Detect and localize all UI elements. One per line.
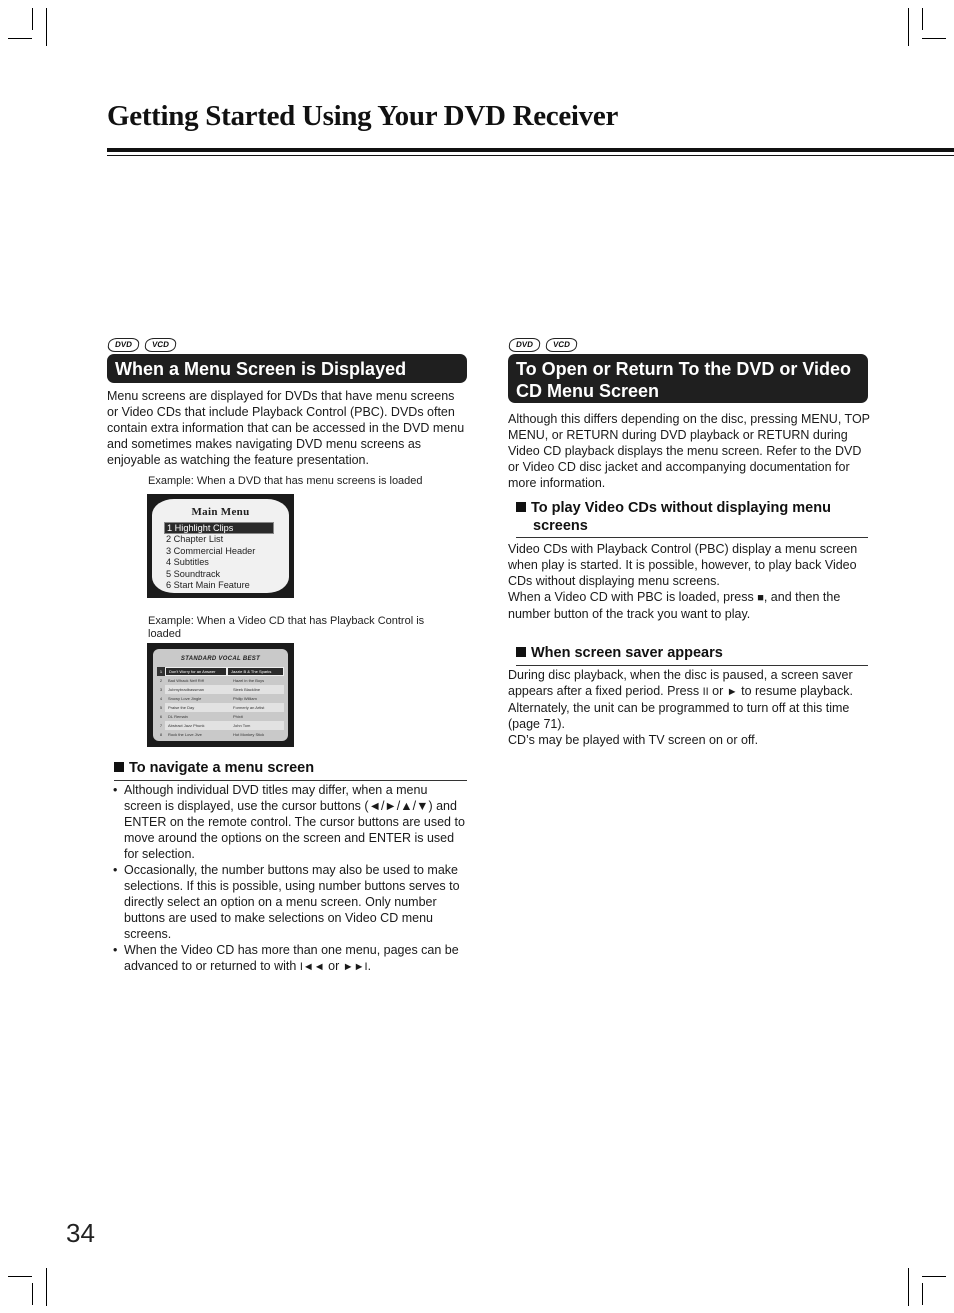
vcd-menu-row: 4 Snowy Love Jingle Philip William	[159, 696, 257, 701]
screen-saver-text: During disc playback, when the disc is paused, a screen saver appears after a fixed period. Press II or ► to resume playback. Alternately, the unit can be programmed to turn off at this time (page 71). CD’s may be played with TV screen on or off.	[508, 668, 853, 747]
section-heading-open-menu: To Open or Return To the DVD or Video CD Menu Screen	[508, 354, 868, 403]
vcd-menu-row: 2 Bad Whack Nelf Riff Hazel in the Boys	[159, 678, 265, 683]
vcd-menu-row: 3 Jubmybradbassman Sleek Blackline	[157, 685, 284, 694]
section-heading-menu-screen: When a Menu Screen is Displayed	[107, 354, 467, 383]
dvd-menu-title: Main Menu	[191, 506, 250, 518]
list-item: • Occasionally, the number buttons may also be used to make selections. If this is possible, using number buttons serves to directly select an option on a menu screen. Only number buttons are used to make selections on Video CD menu screens.	[108, 862, 468, 942]
screen-saver-heading: When screen saver appears	[516, 644, 868, 666]
vcd-badge: VCD	[144, 338, 177, 352]
title-rule	[107, 148, 954, 152]
vcd-example-caption: Example: When a Video CD that has Playback Control is loaded	[148, 615, 425, 640]
page-title: Getting Started Using Your DVD Receiver	[107, 100, 619, 132]
menu-screen-intro: Menu screens are displayed for DVDs that have menu screens or Video CDs that include Playback Control (PBC). DVDs often contain extra information that can be accessed in the DVD menu and sometimes makes navigating DVD menu screens as enjoyable as watching the feature presentation.	[107, 389, 465, 467]
pause-icon: II	[702, 686, 709, 698]
disc-badges	[108, 338, 176, 352]
skip-back-icon: I◄◄	[299, 961, 325, 973]
dvd-menu-screen-example	[147, 494, 294, 598]
vcd-menu-rows	[157, 667, 284, 739]
pbc-text: Video CDs with Playback Control (PBC) display a menu screen when play is started. It is possible, however, to play back Video CDs without displaying menu screens. When a Video CD with PBC is loaded, press ■, and then the number button of the track you want to play.	[508, 542, 858, 621]
list-item: • Although individual DVD titles may differ, when a menu screen is displayed, use the cursor buttons (◄/►/▲/▼) and ENTER on the remote control. The cursor buttons are used to move around the options on the screen and ENTER is used for selection.	[108, 782, 468, 862]
square-bullet-icon	[516, 502, 526, 512]
play-icon: ►	[726, 686, 738, 698]
vcd-menu-row: 6 DL Remain Phixit	[159, 714, 243, 719]
vcd-menu-title: STANDARD VOCAL BEST	[180, 656, 261, 662]
vcd-menu-row: 8 Rock the Love Jive Hot Monkey Stick	[159, 732, 265, 737]
disc-badges	[509, 338, 577, 352]
dvd-menu-item: 2 Chapter List	[166, 534, 224, 544]
vcd-badge: VCD	[545, 338, 578, 352]
dvd-menu-item: 3 Commercial Header	[166, 545, 256, 556]
dvd-badge: DVD	[107, 338, 140, 352]
dvd-menu-item: 4 Subtitles	[166, 557, 209, 568]
stop-icon: ■	[757, 592, 764, 604]
dvd-badge: DVD	[508, 338, 541, 352]
dvd-menu-item: 1 Highlight Clips	[164, 522, 274, 534]
skip-forward-icon: ►►I	[342, 961, 368, 973]
vcd-menu-row: 1 Don't Worry for an Answer Jazzie B & The Sparks	[157, 667, 284, 676]
list-item: • When the Video CD has more than one menu, pages can be advanced to or returned to with I◄◄ or ►►I.	[108, 942, 468, 975]
page-number: 34	[66, 1218, 95, 1248]
square-bullet-icon	[516, 647, 526, 657]
navigate-bullet-list	[108, 782, 468, 975]
open-menu-intro: Although this differs depending on the disc, pressing MENU, TOP MENU, or RETURN during DVD playback or RETURN during Video CD playback displays the menu screen. Refer to the DVD or Video CD disc jacket and accompanying documentation for more information.	[508, 412, 870, 490]
navigate-menu-heading: To navigate a menu screen	[114, 759, 467, 781]
vcd-menu-row: 5 Praise the Day Formerly an Artist	[157, 703, 284, 712]
pbc-heading: To play Video CDs without displaying menu screens	[516, 499, 868, 538]
dvd-menu-item: 5 Soundtrack	[166, 568, 221, 579]
dvd-menu-item: 6 Start Main Feature	[166, 580, 250, 591]
dvd-example-caption: Example: When a DVD that has menu screens is loaded	[148, 475, 423, 487]
vcd-menu-screen-example	[147, 643, 294, 747]
title-rule-thin	[107, 155, 954, 156]
dvd-menu-list	[164, 522, 274, 592]
square-bullet-icon	[114, 762, 124, 772]
vcd-menu-row: 7 Abstract Jazz Phunk John Tom	[157, 721, 284, 730]
